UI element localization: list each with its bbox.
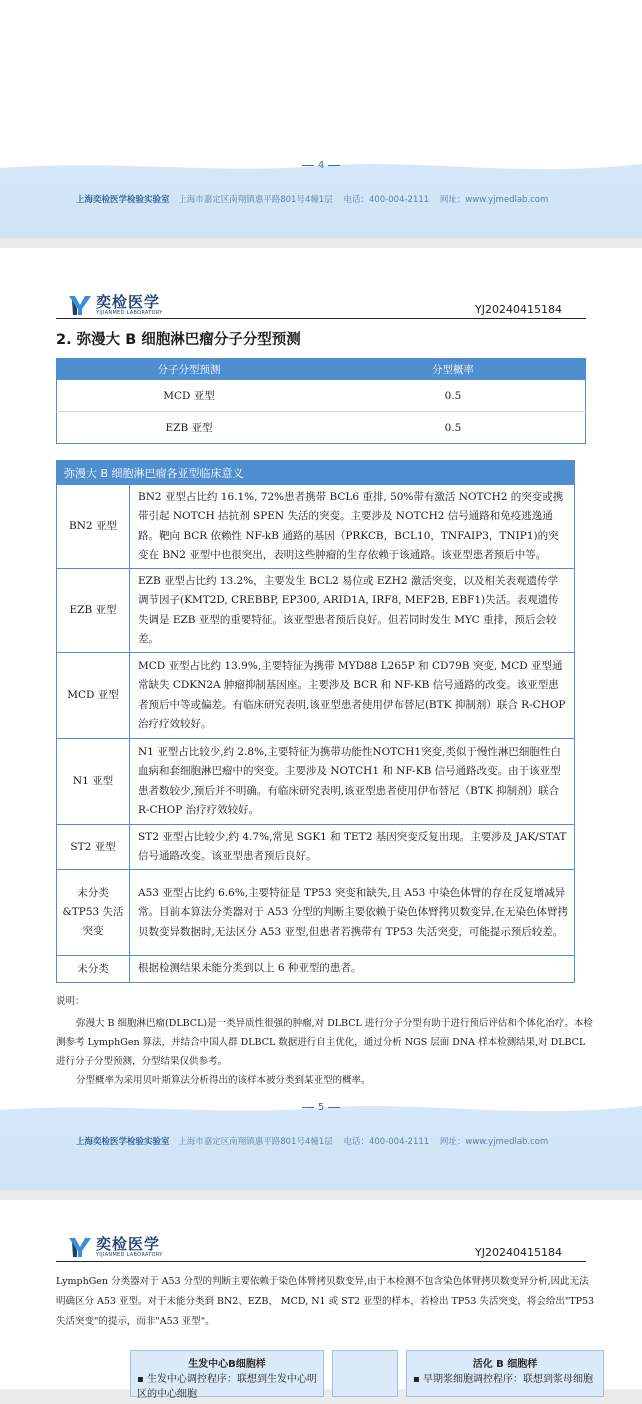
logo-cn: 奕检医学 — [96, 1234, 161, 1253]
header-rule — [56, 318, 586, 319]
probability-cell: 0.5 — [321, 380, 586, 412]
report-id: YJ20240415184 — [475, 1246, 562, 1259]
logo-en: YIJIANMED LABORATORY — [96, 309, 163, 316]
subtype-name: 未分类 &TP53 失活 突变 — [57, 870, 130, 956]
footer-address: 上海市嘉定区南翔镇惠平路801号4幢1层 — [178, 195, 333, 205]
significance-table — [56, 460, 575, 983]
header-rule — [56, 1261, 586, 1262]
footer-info — [76, 1135, 556, 1147]
table-row — [57, 653, 575, 739]
notes — [56, 992, 596, 1090]
table-row — [57, 412, 586, 444]
notes-label: 说明： — [56, 996, 85, 1007]
header-cell: 分型概率 — [321, 358, 586, 380]
logo-icon — [68, 294, 92, 316]
gcb-title: 生发中心B细胞样 — [188, 1359, 266, 1370]
table-row — [57, 739, 575, 825]
subtype-description: N1 亚型占比较少,约 2.8%,主要特征为携带功能性NOTCH1突变,类似于慢性淋巴细胞性白血病和套细胞淋巴瘤中的突变。主要涉及 NOTCH1 和 NF-KB 信号通路改变。由于该亚型患者数较少,预后并不明确。有临床研究表明,该亚型患者使用伊布替尼（BTK 抑制剂）联合 R-CHOP 治疗疗效较好。 — [130, 739, 575, 825]
logo-icon — [68, 1236, 92, 1258]
page-footer — [0, 156, 642, 238]
table-row — [57, 825, 575, 870]
subtype-name: 未分类 — [57, 956, 130, 982]
table-row — [57, 956, 575, 982]
subtype-name: N1 亚型 — [57, 739, 130, 825]
logo-cn: 奕检医学 — [96, 292, 161, 311]
subtype-name: BN2 亚型 — [57, 485, 130, 569]
footer-phone: 电话：400-004-2111 — [343, 195, 430, 205]
page-footer — [0, 1098, 642, 1190]
probability-cell: 0.5 — [321, 412, 586, 444]
abc-box — [406, 1350, 604, 1397]
subtype-description: ST2 亚型占比较少,约 4.7%,常见 SGK1 和 TET2 基因突变反复出现。主要涉及 JAK/STAT 信号通路改变。该亚型患者预后良好。 — [130, 825, 575, 870]
logo-en: YIJIANMED LABORATORY — [96, 1251, 163, 1258]
page-4 — [0, 0, 642, 238]
subtype-description: MCD 亚型占比约 13.9%,主要特征为携带 MYD88 L265P 和 CD79B 突变, MCD 亚型通常缺失 CDKN2A 肿瘤抑制基因座。主要涉及 BCR 和 NF-KB 信号通路的改变。该亚型患者预后中等或偏差。有临床研究表明,该亚型患者使用伊布替尼(BTK 抑制剂）联合 R-CHOP 治疗疗效较好。 — [130, 653, 575, 739]
report-id: YJ20240415184 — [475, 303, 562, 316]
subtype-name: MCD 亚型 — [57, 653, 130, 739]
significance-table-title: 弥漫大 B 细胞淋巴瘤各亚型临床意义 — [57, 461, 575, 485]
subtype-cell: MCD 亚型 — [57, 380, 322, 412]
prediction-table-header — [57, 358, 586, 380]
page-number: 4 — [0, 160, 642, 171]
table-row — [57, 870, 575, 956]
page6-paragraph: LymphGen 分类器对于 A53 分型的判断主要依赖于染色体臂拷贝数变异,由于本检测不包含染色体臂拷贝数变异分析,因此无法明确区分 A53 亚型。对于未能分类到 BN2、EZB、 MCD, N1 或 ST2 亚型的样本，若检出 TP53 失活突变，将会给出"TP53 失活突变"的提示，而非"A53 亚型"。 — [56, 1276, 595, 1327]
page-number: 5 — [0, 1102, 642, 1113]
footer-phone: 电话：400-004-2111 — [343, 1137, 430, 1147]
prediction-table — [56, 358, 586, 444]
header-cell: 分子分型预测 — [57, 358, 322, 380]
center-box — [332, 1350, 398, 1397]
section-title: 2. 弥漫大 B 细胞淋巴瘤分子分型预测 — [56, 332, 301, 348]
gcb-item: ▪ 生发中心调控程序：联想到生发中心明区的中心细胞 — [137, 1374, 317, 1400]
page-6 — [0, 1200, 642, 1400]
footer-company: 上海奕检医学检验实验室 — [76, 1137, 170, 1147]
subtype-name: EZB 亚型 — [57, 569, 130, 653]
notes-paragraph: 分型概率为采用贝叶斯算法分析得出的该样本被分类到某亚型的概率。 — [76, 1075, 371, 1086]
footer-website: 网址：www.yjmedlab.com — [439, 1137, 549, 1147]
table-row — [57, 380, 586, 412]
table-row — [57, 485, 575, 569]
subtype-name: ST2 亚型 — [57, 825, 130, 870]
subtype-description: A53 亚型占比约 6.6%,主要特征是 TP53 突变和缺失,且 A53 中染色体臂的存在反复增减异常。目前本算法分类器对于 A53 分型的判断主要依赖于染色体臂拷贝数变异,在无染色体臂拷贝数变异数据时,无法区分 A53 亚型,但患者若携带有 TP53 失活突变，可能提示预后较差。 — [130, 870, 575, 956]
subtype-description: EZB 亚型占比约 13.2%，主要发生 BCL2 易位或 EZH2 激活突变，以及相关表观遗传学调节因子(KMT2D, CREBBP, EP300, ARID1A, IRF8, MEF2B, EBF1)失活。表观遗传失调是 EZB 亚型的重要特征。该亚型患者预后良好。但若同时发生 MYC 重排，预后会较差。 — [130, 569, 575, 653]
footer-info — [76, 193, 556, 205]
notes-paragraph: 弥漫大 B 细胞淋巴瘤(DLBCL)是一类异质性很强的肿瘤,对 DLBCL 进行分子分型有助于进行预后评估和个体化治疗。本检测参考 LymphGen 算法，并结合中国人群 DLBCL 数据进行自主优化，通过分析 NGS 层面 DNA 样本检测结果,对 DLBCL 进行分子分型预测，分型结果仅供参考。 — [56, 1018, 593, 1067]
subtype-cell: EZB 亚型 — [57, 412, 322, 444]
footer-company: 上海奕检医学检验实验室 — [76, 195, 170, 205]
abc-title: 活化 B 细胞样 — [472, 1359, 538, 1370]
gcb-box — [130, 1350, 324, 1400]
table-row — [57, 569, 575, 653]
abc-item: ▪ 早期浆细胞调控程序：联想到浆母细胞 — [413, 1374, 593, 1385]
subtype-description: 根据检测结果未能分类到以上 6 种亚型的患者。 — [130, 956, 575, 982]
company-logo — [68, 294, 163, 316]
footer-website: 网址：www.yjmedlab.com — [439, 195, 549, 205]
footer-address: 上海市嘉定区南翔镇惠平路801号4幢1层 — [178, 1137, 333, 1147]
company-logo — [68, 1236, 163, 1258]
subtype-description: BN2 亚型占比约 16.1%, 72%患者携带 BCL6 重排, 50%带有激活 NOTCH2 的突变或携带引起 NOTCH 拮抗剂 SPEN 失活的突变。主要涉及 NOTCH2 信号通路和免疫逃逸通路。靶向 BCR 依赖性 NF-kB 通路的基因（PRKCB，BCL10，TNFAIP3，TNIP1)的突变在 BN2 亚型中也很突出，表明这些肿瘤的生存依赖于该通路。该亚型患者预后中等。 — [130, 485, 575, 569]
